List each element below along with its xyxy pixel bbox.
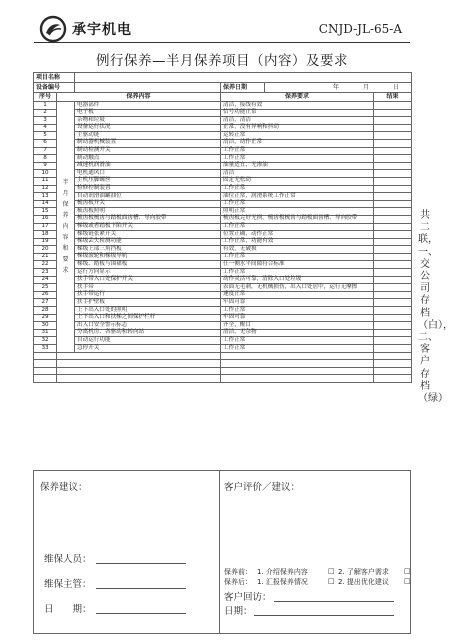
- row-number: 1: [34, 102, 57, 110]
- customer-eval-label: 客户评价／建议：: [224, 482, 301, 493]
- row-requirement: 工作正常: [221, 345, 374, 353]
- row-number: 32: [34, 337, 57, 345]
- row-result-field[interactable]: [374, 291, 412, 299]
- table-row: [34, 307, 412, 315]
- table-row: [34, 139, 412, 147]
- row-requirement: 工作正常: [221, 269, 374, 277]
- blank-result[interactable]: [374, 352, 412, 360]
- blank-requirement[interactable]: [221, 367, 374, 375]
- before-label: 保养前：: [224, 568, 252, 576]
- row-number: 29: [34, 314, 57, 322]
- table-row: [34, 200, 412, 208]
- table-row: [34, 147, 412, 155]
- supervisor-label: 维保主管：: [44, 579, 92, 590]
- row-result-field[interactable]: [374, 314, 412, 322]
- blank-content[interactable]: [57, 367, 221, 375]
- blank-num: [34, 352, 57, 360]
- blank-result[interactable]: [374, 367, 412, 375]
- maintainer-signature-line[interactable]: [96, 563, 186, 564]
- row-result-field[interactable]: [374, 132, 412, 140]
- checkbox-icon[interactable]: □: [404, 567, 411, 575]
- row-result-field[interactable]: [374, 337, 412, 345]
- table-row: [34, 215, 412, 223]
- row-requirement: 固定无松动: [221, 177, 374, 185]
- row-number: 20: [34, 246, 57, 254]
- row-number: 17: [34, 223, 57, 231]
- row-requirement: 信号功能正常: [221, 109, 374, 117]
- row-requirement: 工作正常: [221, 253, 374, 261]
- section-label: 半月保养内容和要求: [62, 179, 69, 275]
- row-number: 30: [34, 322, 57, 330]
- row-content: 梯级或者踏板下陷开关: [75, 223, 221, 231]
- header-requirement: 保养要求: [221, 93, 374, 102]
- row-result-field[interactable]: [374, 253, 412, 261]
- row-content: 扶手带入口处保护开关: [75, 276, 221, 284]
- blank-row: [34, 375, 412, 383]
- row-content: 电子板: [75, 109, 221, 117]
- row-result-field[interactable]: [374, 269, 412, 277]
- row-result-field[interactable]: [374, 215, 412, 223]
- row-content: 梯级、踏板与围裙板: [75, 261, 221, 269]
- row-requirement: 正常，没有异响和抖动: [221, 124, 374, 132]
- section-label-cell: [57, 102, 75, 353]
- row-result-field[interactable]: [374, 223, 412, 231]
- row-requirement: 油位正常，润滑系统工作正常: [221, 193, 374, 201]
- blank-result[interactable]: [374, 375, 412, 383]
- supervisor-signature-line[interactable]: [96, 588, 186, 589]
- row-requirement: 工作正常: [221, 307, 374, 315]
- row-content: 梯级丢失检测功能: [75, 238, 221, 246]
- maintenance-table: [33, 72, 412, 383]
- row-content: 梯级链张紧开关: [75, 231, 221, 239]
- row-number: 31: [34, 329, 57, 337]
- table-row: [34, 253, 412, 261]
- row-requirement: 油量适宜，无渗油: [221, 162, 374, 170]
- row-number: 25: [34, 284, 57, 292]
- blank-num: [34, 360, 57, 368]
- row-content: 分离机房、各驱动和转向站: [75, 329, 221, 337]
- row-result-field[interactable]: [374, 238, 412, 246]
- equipment-row: [34, 83, 412, 93]
- row-requirement: 任一侧水平间隙符合标准: [221, 261, 374, 269]
- row-content: 杂物和垃圾: [75, 117, 221, 125]
- row-result-field[interactable]: [374, 200, 412, 208]
- date-label: 日 期：: [44, 604, 92, 615]
- customer-signature-line[interactable]: [274, 601, 394, 602]
- row-number: 5: [34, 132, 57, 140]
- row-requirement: 工作正常，功能有效: [221, 238, 374, 246]
- row-number: 18: [34, 231, 57, 239]
- maintenance-date-label: 保养日期: [221, 83, 265, 93]
- row-number: 7: [34, 147, 57, 155]
- row-number: 10: [34, 170, 57, 178]
- row-content: 上下出入口和扶梯之间保护栏杆: [75, 314, 221, 322]
- row-content: 梳齿板照明: [75, 208, 221, 216]
- row-result-field[interactable]: [374, 261, 412, 269]
- table-row: [34, 109, 412, 117]
- row-content: 电器部件: [75, 102, 221, 110]
- checkbox-icon[interactable]: □: [404, 577, 411, 585]
- project-name-label: 项目名称: [34, 73, 75, 83]
- row-content: 主机压脚螺丝: [75, 177, 221, 185]
- row-result-field[interactable]: [374, 299, 412, 307]
- row-content: 制动检测开关: [75, 147, 221, 155]
- row-content: 自动运行功能: [75, 337, 221, 345]
- row-requirement: 动作灵活可靠，清除入口处垃圾: [221, 276, 374, 284]
- before-item-1: 1. 介绍保养内容: [257, 568, 308, 576]
- row-content: 急停开关: [75, 345, 221, 353]
- row-content: 梯级滚轮和梯级导轨: [75, 253, 221, 261]
- row-result-field[interactable]: [374, 284, 412, 292]
- after-label: 保养后：: [224, 578, 252, 586]
- blank-requirement[interactable]: [221, 375, 374, 383]
- blank-content[interactable]: [57, 375, 221, 383]
- row-content: 梳齿板开关: [75, 200, 221, 208]
- row-content: 梯级上部三角挡板: [75, 246, 221, 254]
- blank-content[interactable]: [57, 352, 221, 360]
- row-requirement: 清洁，接线有效: [221, 102, 374, 110]
- header-rule: [34, 42, 410, 43]
- row-result-field[interactable]: [374, 345, 412, 353]
- row-number: 3: [34, 117, 57, 125]
- row-requirement: 工作正常: [221, 147, 374, 155]
- row-result-field[interactable]: [374, 170, 412, 178]
- row-requirement: 有效，无破损: [221, 246, 374, 254]
- company-name: 承宇机电: [72, 22, 132, 38]
- customer-label: 客户回访：: [224, 592, 272, 603]
- customer-date-label: 日期：: [224, 606, 253, 617]
- after-item-1: 1. 汇报保养情况: [257, 578, 308, 586]
- date-line[interactable]: [96, 613, 186, 614]
- row-requirement: 清洁，无杂物: [221, 329, 374, 337]
- row-number: 26: [34, 291, 57, 299]
- row-number: 14: [34, 200, 57, 208]
- maintenance-date-field[interactable]: [265, 83, 412, 93]
- project-name-field[interactable]: [75, 73, 412, 83]
- row-number: 23: [34, 269, 57, 277]
- row-number: 13: [34, 193, 57, 201]
- row-requirement: 梳齿板完好无损，梳齿板梳齿与踏板面齿槽、导向胶带: [221, 215, 374, 223]
- row-requirement: 速度正常: [221, 291, 374, 299]
- row-result-field[interactable]: [374, 155, 412, 163]
- suggestion-label: 保养建议：: [40, 482, 88, 493]
- row-requirement: 清洁，动作正常: [221, 139, 374, 147]
- project-name-row: [34, 73, 412, 83]
- blank-requirement[interactable]: [221, 352, 374, 360]
- after-item-2: 2. 提出优化建议: [338, 578, 389, 586]
- row-content: 检修控制装置: [75, 185, 221, 193]
- row-content: 设备运行状况: [75, 124, 221, 132]
- row-result-field[interactable]: [374, 322, 412, 330]
- row-number: 2: [34, 109, 57, 117]
- table-row: [34, 345, 412, 353]
- table-row: [34, 299, 412, 307]
- row-requirement: 表面无毛刺，无机械损伤，出入口处居中，运行无摩擦: [221, 284, 374, 292]
- row-number: 19: [34, 238, 57, 246]
- row-number: 12: [34, 185, 57, 193]
- row-number: 24: [34, 276, 57, 284]
- row-number: 4: [34, 124, 57, 132]
- row-number: 21: [34, 253, 57, 261]
- copies-note: 共二联，一、交公司存档（白），二、客户存档（绿）: [418, 210, 453, 405]
- row-number: 28: [34, 307, 57, 315]
- table-row: [34, 102, 412, 110]
- blank-requirement[interactable]: [221, 360, 374, 368]
- row-content: 自动润滑油罐油位: [75, 193, 221, 201]
- row-requirement: 运转正常: [221, 132, 374, 140]
- row-content: 电机通风口: [75, 170, 221, 178]
- month-label: 月: [363, 83, 370, 91]
- header-result: 结果: [374, 93, 412, 102]
- row-requirement: 工作正常: [221, 337, 374, 345]
- document-code: CNJD-JL-65-A: [318, 22, 402, 36]
- before-item-2: 2. 了解客户需求: [338, 568, 389, 576]
- blank-num: [34, 367, 57, 375]
- company-logo-icon: [40, 16, 66, 42]
- row-result-field[interactable]: [374, 329, 412, 337]
- row-requirement: 照明正常: [221, 208, 374, 216]
- row-number: 16: [34, 215, 57, 223]
- row-result-field[interactable]: [374, 193, 412, 201]
- equipment-no-field[interactable]: [75, 83, 221, 93]
- row-result-field[interactable]: [374, 185, 412, 193]
- row-content: 扶手带运行: [75, 291, 221, 299]
- row-number: 27: [34, 299, 57, 307]
- table-row: [34, 223, 412, 231]
- year-label: 年: [333, 83, 340, 91]
- row-requirement: 清洁: [221, 170, 374, 178]
- row-number: 6: [34, 139, 57, 147]
- table-row: [34, 337, 412, 345]
- row-number: 33: [34, 345, 57, 353]
- maintainer-label: 维保人员：: [44, 554, 92, 565]
- row-content: 扶手带: [75, 284, 221, 292]
- row-content: 出入口安全警示标志: [75, 322, 221, 330]
- table-row: [34, 238, 412, 246]
- row-content: 运行方向显示: [75, 269, 221, 277]
- signature-section: [33, 470, 411, 634]
- row-result-field[interactable]: [374, 139, 412, 147]
- row-requirement: 工作正常: [221, 155, 374, 163]
- row-requirement: 工作正常: [221, 185, 374, 193]
- table-row: [34, 276, 412, 284]
- row-content: 扶手护壁板: [75, 299, 221, 307]
- day-label: 日: [393, 83, 400, 91]
- bottom-divider: [219, 471, 220, 633]
- table-row: [34, 329, 412, 337]
- checkbox-icon[interactable]: □: [328, 567, 335, 575]
- row-number: 11: [34, 177, 57, 185]
- table-row: [34, 185, 412, 193]
- blank-row: [34, 360, 412, 368]
- row-result-field[interactable]: [374, 231, 412, 239]
- row-content: 制动器机械装置: [75, 139, 221, 147]
- table-row: [34, 124, 412, 132]
- row-content: 上下出入口处的照明: [75, 307, 221, 315]
- table-row: [34, 162, 412, 170]
- row-requirement: 齐全，醒目: [221, 322, 374, 330]
- row-result-field[interactable]: [374, 177, 412, 185]
- row-result-field[interactable]: [374, 307, 412, 315]
- blank-row: [34, 367, 412, 375]
- row-result-field[interactable]: [374, 276, 412, 284]
- row-result-field[interactable]: [374, 208, 412, 216]
- row-result-field[interactable]: [374, 102, 412, 110]
- row-requirement: 工作正常: [221, 223, 374, 231]
- table-row: [34, 261, 412, 269]
- row-result-field[interactable]: [374, 117, 412, 125]
- customer-date-line[interactable]: [254, 615, 394, 616]
- row-result-field[interactable]: [374, 124, 412, 132]
- blank-num: [34, 375, 57, 383]
- row-result-field[interactable]: [374, 162, 412, 170]
- row-requirement: 工作正常: [221, 200, 374, 208]
- row-number: 9: [34, 162, 57, 170]
- row-content: 主驱动链: [75, 132, 221, 140]
- blank-result[interactable]: [374, 360, 412, 368]
- blank-row: [34, 352, 412, 360]
- row-number: 22: [34, 261, 57, 269]
- row-number: 15: [34, 208, 57, 216]
- row-requirement: 位置正确，动作正常: [221, 231, 374, 239]
- row-requirement: 牢固可靠: [221, 314, 374, 322]
- row-result-field[interactable]: [374, 246, 412, 254]
- row-requirement: 牢固可靠: [221, 299, 374, 307]
- table-row: [34, 314, 412, 322]
- header-num: 序号: [34, 93, 57, 102]
- table-row: [34, 177, 412, 185]
- row-content: 制动触点: [75, 155, 221, 163]
- row-result-field[interactable]: [374, 147, 412, 155]
- header-content: 保养内容: [57, 93, 221, 102]
- checkbox-icon[interactable]: □: [328, 577, 335, 585]
- page-title: 例行保养—半月保养项目（内容）及要求: [96, 53, 348, 69]
- row-content: 梳齿板梳齿与踏板面齿槽、导向胶带: [75, 215, 221, 223]
- row-content: 减速机润滑油: [75, 162, 221, 170]
- row-number: 8: [34, 155, 57, 163]
- table-row: [34, 291, 412, 299]
- blank-content[interactable]: [57, 360, 221, 368]
- equipment-no-label: 设备编号: [34, 83, 75, 93]
- row-result-field[interactable]: [374, 109, 412, 117]
- column-header-row: [34, 93, 412, 102]
- row-requirement: 清洁，清洁: [221, 117, 374, 125]
